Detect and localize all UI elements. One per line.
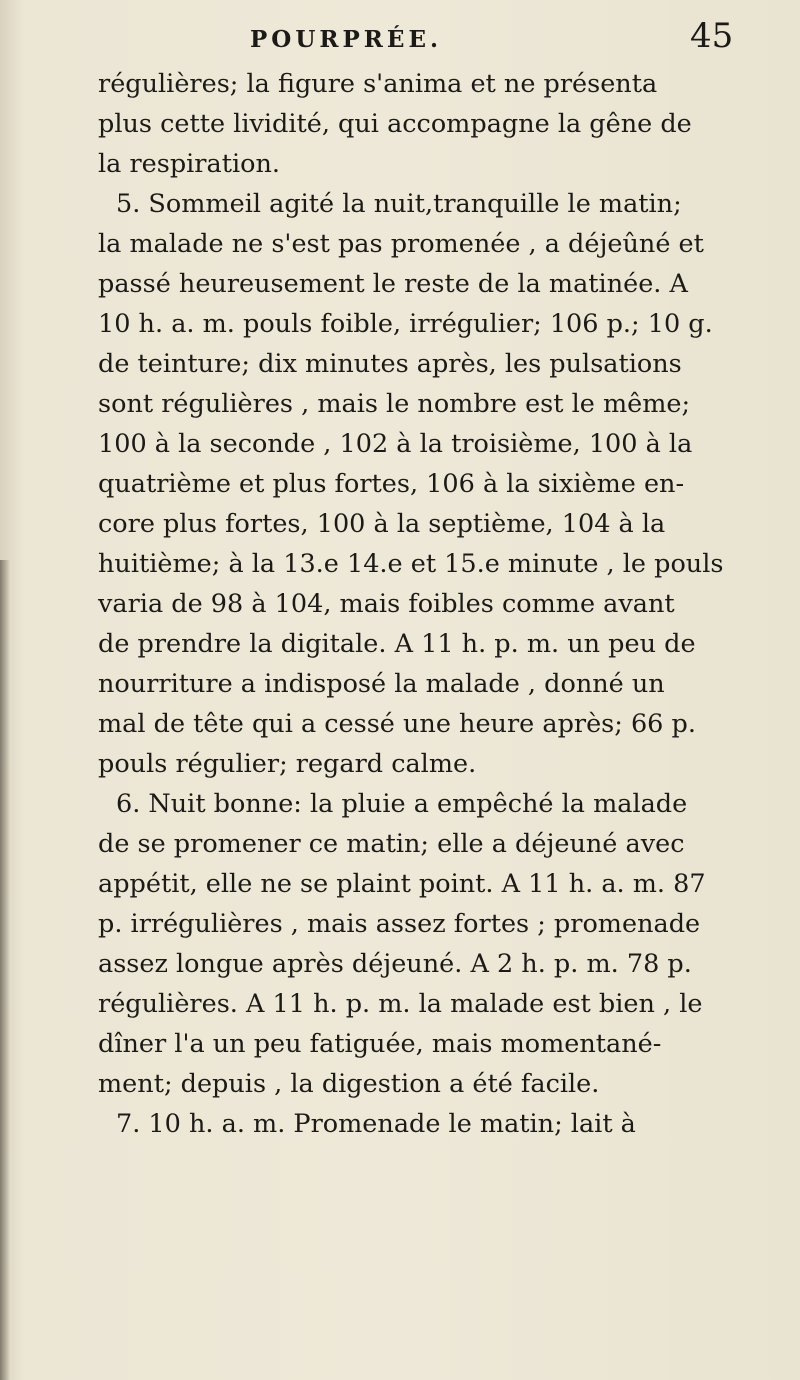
text-line: 6. Nuit bonne: la pluie a empêché la malade [116,789,688,819]
text-line: de prendre la digitale. A 11 h. p. m. un peu de [98,629,696,659]
text-line: assez longue après déjeuné. A 2 h. p. m. 78 p. [98,949,692,979]
text-line: 100 à la seconde , 102 à la troisième, 100 à la [98,429,693,459]
page-gutter-shadow [0,560,10,1380]
text-line: appétit, elle ne se plaint point. A 11 h. a. m. 87 [98,869,706,899]
text-line: régulières. A 11 h. p. m. la malade est bien , le [98,989,703,1019]
text-line: plus cette lividité, qui accompagne la gêne de [98,109,692,139]
text-line: huitième; à la 13.e 14.e et 15.e minute , le pouls [98,549,724,579]
text-line: ment; depuis , la digestion a été facile. [98,1069,600,1099]
page-number: 45 [690,16,734,56]
text-line: dîner l'a un peu fatiguée, mais momentané- [98,1029,662,1059]
running-title: POURPRÉE. [250,26,442,53]
text-line: p. irrégulières , mais assez fortes ; promenade [98,909,701,939]
text-line: de teinture; dix minutes après, les pulsations [98,349,682,379]
text-line: 7. 10 h. a. m. Promenade le matin; lait à [116,1109,636,1139]
text-line: la respiration. [98,149,280,179]
text-line: sont régulières , mais le nombre est le même; [98,389,691,419]
text-line: nourriture a indisposé la malade , donné un [98,669,665,699]
body-text [98,64,754,1144]
text-line: varia de 98 à 104, mais foibles comme avant [98,589,675,619]
page-header [0,12,800,62]
text-line: core plus fortes, 100 à la septième, 104 à la [98,509,666,539]
text-line: de se promener ce matin; elle a déjeuné avec [98,829,685,859]
text-line: régulières; la figure s'anima et ne présenta [98,69,658,99]
text-line: pouls régulier; regard calme. [98,749,477,779]
text-line: la malade ne s'est pas promenée , a déjeûné et [98,229,704,259]
text-line: 10 h. a. m. pouls foible, irrégulier; 106 p.; 10 g. [98,309,713,339]
text-line: mal de tête qui a cessé une heure après; 66 p. [98,709,696,739]
text-line: passé heureusement le reste de la matinée. A [98,269,688,299]
text-line: 5. Sommeil agité la nuit,tranquille le matin; [116,189,682,219]
text-line: quatrième et plus fortes, 106 à la sixième en- [98,469,685,499]
